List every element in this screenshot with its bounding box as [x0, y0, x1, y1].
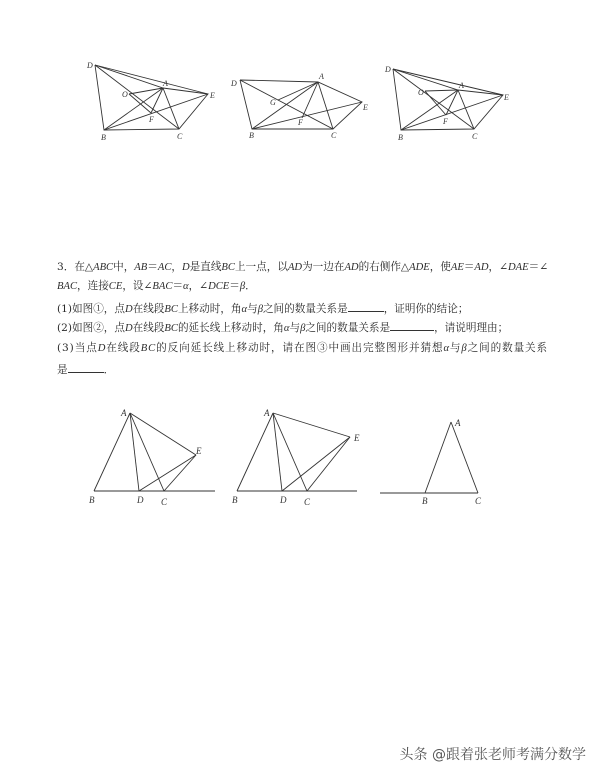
point-label-F: F	[149, 115, 154, 124]
question-2: (2)如图②，点D在线段BC的延长线上移动时，角α与β之间的数量关系是 ，请说明理由；	[57, 322, 509, 334]
point-label-D: D	[137, 495, 144, 505]
problem-stem-line-1: 3．在△ABC中，AB＝AC，D是直线BC上一点，以AD为一边在AD的右侧作△ADE，使AE＝AD，∠DAE＝∠	[57, 261, 549, 273]
point-label-G: O	[122, 90, 128, 99]
figure-3	[380, 418, 482, 506]
point-label-C: C	[161, 497, 168, 507]
problem-stem-line-2: BAC，连接CE，设∠BAC＝α，∠DCE＝β．	[57, 280, 256, 292]
point-label-C: C	[304, 497, 311, 507]
point-label-G: G	[270, 98, 276, 107]
point-label-B: B	[232, 495, 238, 505]
point-label-B: B	[398, 133, 403, 142]
point-label-F: F	[298, 118, 303, 127]
question-1: (1)如图①，点D在线段BC上移动时，角α与β之间的数量关系是 ，证明你的结论；	[57, 303, 469, 315]
point-label-E: E	[354, 433, 360, 443]
point-label-E: E	[504, 93, 509, 102]
point-label-A: A	[455, 418, 461, 428]
point-label-D: D	[280, 495, 287, 505]
point-label-D: D	[385, 65, 391, 74]
watermark: 头条 @跟着张老师考满分数学	[399, 747, 586, 763]
point-label-C: C	[177, 132, 183, 141]
question-3: (3)当点D在线段BC的反向延长线上移动时，请在图③中画出完整图形并猜想α与β之间的数量关系	[57, 342, 549, 354]
figure-2	[232, 408, 360, 507]
point-label-B: B	[249, 131, 254, 140]
point-label-C: C	[475, 496, 482, 506]
point-label-E: E	[210, 91, 215, 100]
point-label-A: A	[319, 72, 324, 81]
point-label-D: D	[87, 61, 93, 70]
point-label-A: A	[163, 79, 168, 88]
point-label-C: C	[472, 132, 478, 141]
point-label-D: D	[231, 79, 237, 88]
point-label-F: F	[443, 117, 448, 126]
point-label-C: C	[331, 131, 337, 140]
point-label-B: B	[101, 133, 106, 142]
point-label-B: B	[89, 495, 95, 505]
point-label-A: A	[264, 408, 270, 418]
point-label-E: E	[363, 103, 368, 112]
point-label-B: B	[422, 496, 428, 506]
point-label-A: A	[459, 81, 464, 90]
question-3-line-2: 是 ．	[57, 364, 115, 376]
point-label-E: E	[196, 446, 202, 456]
point-label-A: A	[121, 408, 127, 418]
point-label-G: O	[418, 88, 424, 97]
figure-1	[89, 408, 215, 507]
